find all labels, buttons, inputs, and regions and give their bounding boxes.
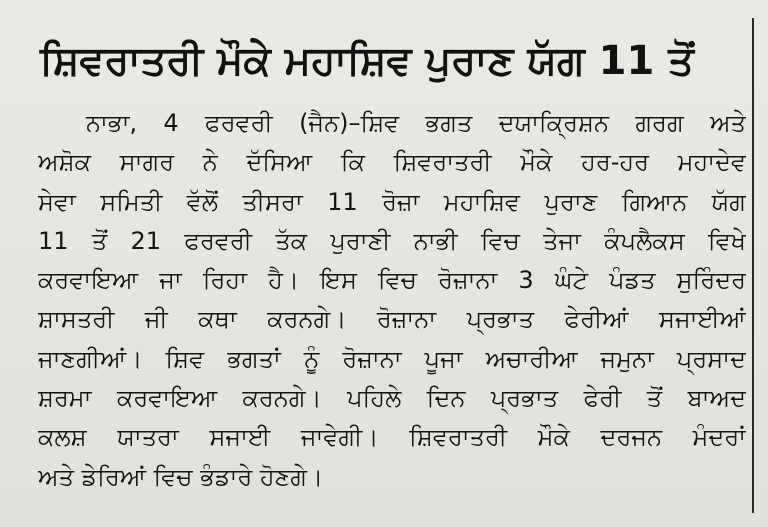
column-divider: [752, 18, 754, 513]
body-line: ਜਾਣਗੀਆਂ। ਸ਼ਿਵ ਭਗਤਾਂ ਨੂੰ ਰੋਜ਼ਾਨਾ ਪੂਜਾ ਅਚਾਰੀਆ ਜਮੁਨਾ ਪ੍ਰਸਾਦ: [38, 344, 746, 373]
body-line: ਸੇਵਾ ਸਮਿਤੀ ਵੱਲੋਂ ਤੀਸਰਾ 11 ਰੋਜ਼ਾ ਮਹਾਸ਼ਿਵ ਪੁਰਾਣ ਗਿਆਨ ਯੱਗ: [38, 187, 746, 216]
body-line: ਅਸ਼ੋਕ ਸਾਗਰ ਨੇ ਦੱਸਿਆ ਕਿ ਸ਼ਿਵਰਾਤਰੀ ਮੌਕੇ ਹਰ-ਹਰ ਮਹਾਦੇਵ: [38, 148, 746, 177]
article-headline: ਸ਼ਿਵਰਾਤਰੀ ਮੌਕੇ ਮਹਾਸ਼ਿਵ ਪੁਰਾਣ ਯੱਗ 11 ਤੋਂ: [40, 38, 694, 84]
body-line: ਕਲਸ਼ ਯਾਤਰਾ ਸਜਾਈ ਜਾਵੇਗੀ। ਸ਼ਿਵਰਾਤਰੀ ਮੌਕੇ ਦਰਜਨ ਮੰਦਰਾਂ: [38, 423, 746, 452]
body-line: ਕਰਵਾਇਆ ਜਾ ਰਿਹਾ ਹੈ। ਇਸ ਵਿਚ ਰੋਜ਼ਾਨਾ 3 ਘੰਟੇ ਪੰਡਤ ਸੁਰਿੰਦਰ: [38, 266, 746, 295]
body-line: 11 ਤੋਂ 21 ਫਰਵਰੀ ਤੱਕ ਪੁਰਾਣੀ ਨਾਭੀ ਵਿਚ ਤੇਜਾ ਕੰਪਲੈਕਸ ਵਿਖੇ: [38, 226, 746, 255]
article-body: [38, 104, 746, 497]
body-line: ਸ਼ਾਸਤਰੀ ਜੀ ਕਥਾ ਕਰਨਗੇ। ਰੋਜ਼ਾਨਾ ਪ੍ਰਭਾਤ ਫੇਰੀਆਂ ਸਜਾਈਆਂ: [38, 305, 746, 334]
body-line: ਸ਼ਰਮਾ ਕਰਵਾਇਆ ਕਰਨਗੇ। ਪਹਿਲੇ ਦਿਨ ਪ੍ਰਭਾਤ ਫੇਰੀ ਤੋਂ ਬਾਅਦ: [38, 384, 746, 413]
body-line: ਅਤੇ ਡੇਰਿਆਂ ਵਿਚ ਭੰਡਾਰੇ ਹੋਣਗੇ।: [38, 462, 324, 491]
body-line: ਨਾਭਾ, 4 ਫਰਵਰੀ (ਜੈਨ)–ਸ਼ਿਵ ਭਗਤ ਦਯਾਕ੍ਰਿਸ਼ਨ ਗਰਗ ਅਤੇ: [86, 109, 746, 137]
